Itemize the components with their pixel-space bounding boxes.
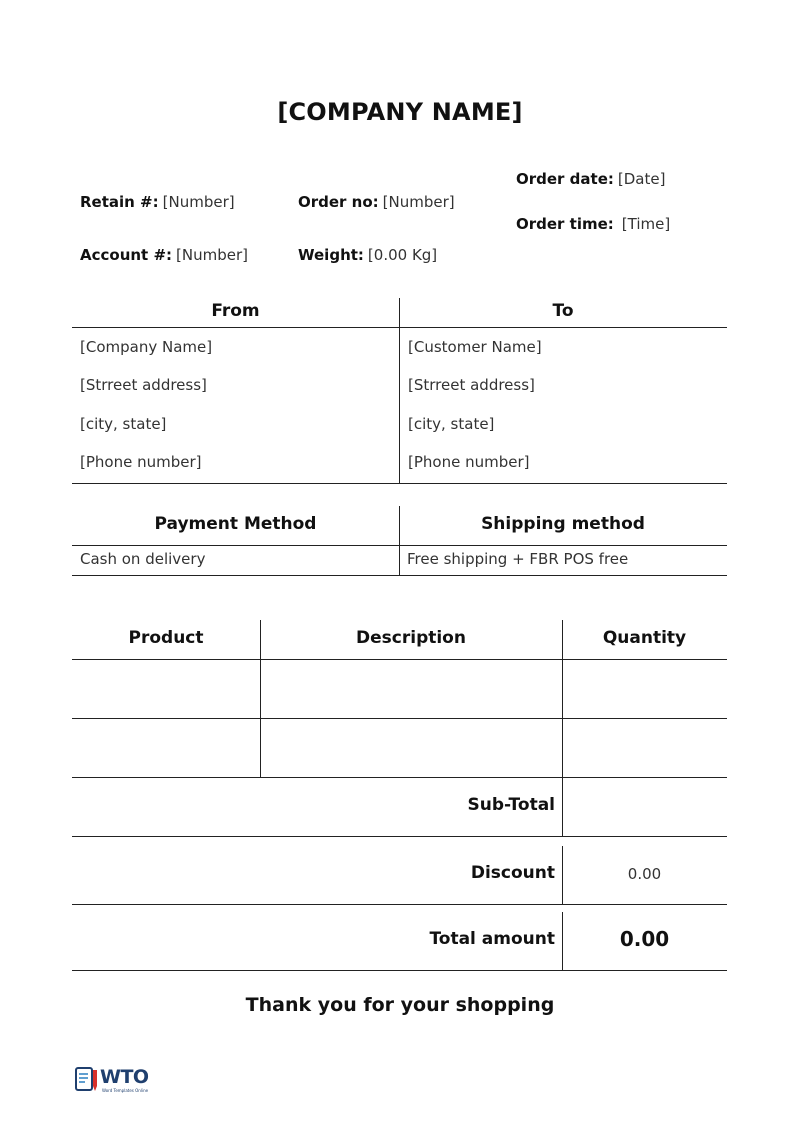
payment-method-header: Payment Method (154, 514, 317, 534)
account-value: [Number] (176, 246, 248, 264)
from-company: [Company Name] (80, 338, 213, 356)
to-customer: [Customer Name] (408, 338, 542, 356)
subtotal-rule (72, 836, 727, 837)
discount-label: Discount (470, 863, 555, 883)
order-time-label: Order time: (516, 215, 614, 233)
logo-text: WTO (100, 1066, 149, 1088)
total-rule (72, 970, 727, 971)
methods-header-rule (72, 545, 727, 546)
to-phone: [Phone number] (408, 453, 530, 471)
total-amount-value: 0.00 (619, 927, 670, 951)
address-header-rule (72, 327, 727, 328)
weight-field (298, 246, 437, 264)
quantity-header: Quantity (602, 628, 687, 648)
order-no-field (298, 193, 455, 211)
to-street: [Strreet address] (408, 376, 535, 394)
order-date-value: [Date] (617, 170, 666, 188)
items-row-rule-2 (72, 777, 727, 778)
subtotal-label: Sub-Total (467, 795, 555, 815)
shipping-method-value: Free shipping + FBR POS free (407, 550, 629, 568)
from-phone: [Phone number] (80, 453, 202, 471)
company-name: [COMPANY NAME] (277, 98, 523, 126)
payment-method-value: Cash on delivery (80, 550, 206, 568)
items-row-rule-1 (72, 718, 727, 719)
logo-subtitle: Word Templates Online (102, 1088, 149, 1093)
document-pen-icon (74, 1066, 98, 1094)
from-header: From (211, 301, 260, 321)
retain-field (80, 193, 235, 211)
from-city: [city, state] (80, 415, 167, 433)
shipping-method-header: Shipping method (481, 514, 645, 534)
order-no-value: [Number] (382, 193, 455, 211)
address-divider (399, 298, 400, 484)
order-time-field (516, 215, 670, 233)
retain-value: [Number] (162, 193, 235, 211)
thank-you-message: Thank you for your shopping (245, 994, 555, 1016)
account-label: Account #: (80, 246, 173, 264)
weight-value: [0.00 Kg] (367, 246, 438, 264)
discount-value: 0.00 (627, 865, 662, 883)
address-bottom-rule (72, 483, 727, 484)
weight-label: Weight: (298, 246, 364, 264)
items-header-rule (72, 659, 727, 660)
account-field (80, 246, 248, 264)
to-header: To (552, 301, 574, 321)
discount-rule (72, 904, 727, 905)
order-time-value: [Time] (621, 215, 671, 233)
order-no-label: Order no: (298, 193, 379, 211)
retain-label: Retain #: (80, 193, 159, 211)
description-header: Description (356, 628, 466, 648)
total-amount-label: Total amount (429, 929, 555, 949)
from-street: [Strreet address] (80, 376, 207, 394)
items-divider-2 (562, 620, 563, 836)
order-date-label: Order date: (516, 170, 614, 188)
order-date-field (516, 170, 665, 188)
product-header: Product (128, 628, 204, 648)
to-city: [city, state] (408, 415, 495, 433)
methods-bottom-rule (72, 575, 727, 576)
